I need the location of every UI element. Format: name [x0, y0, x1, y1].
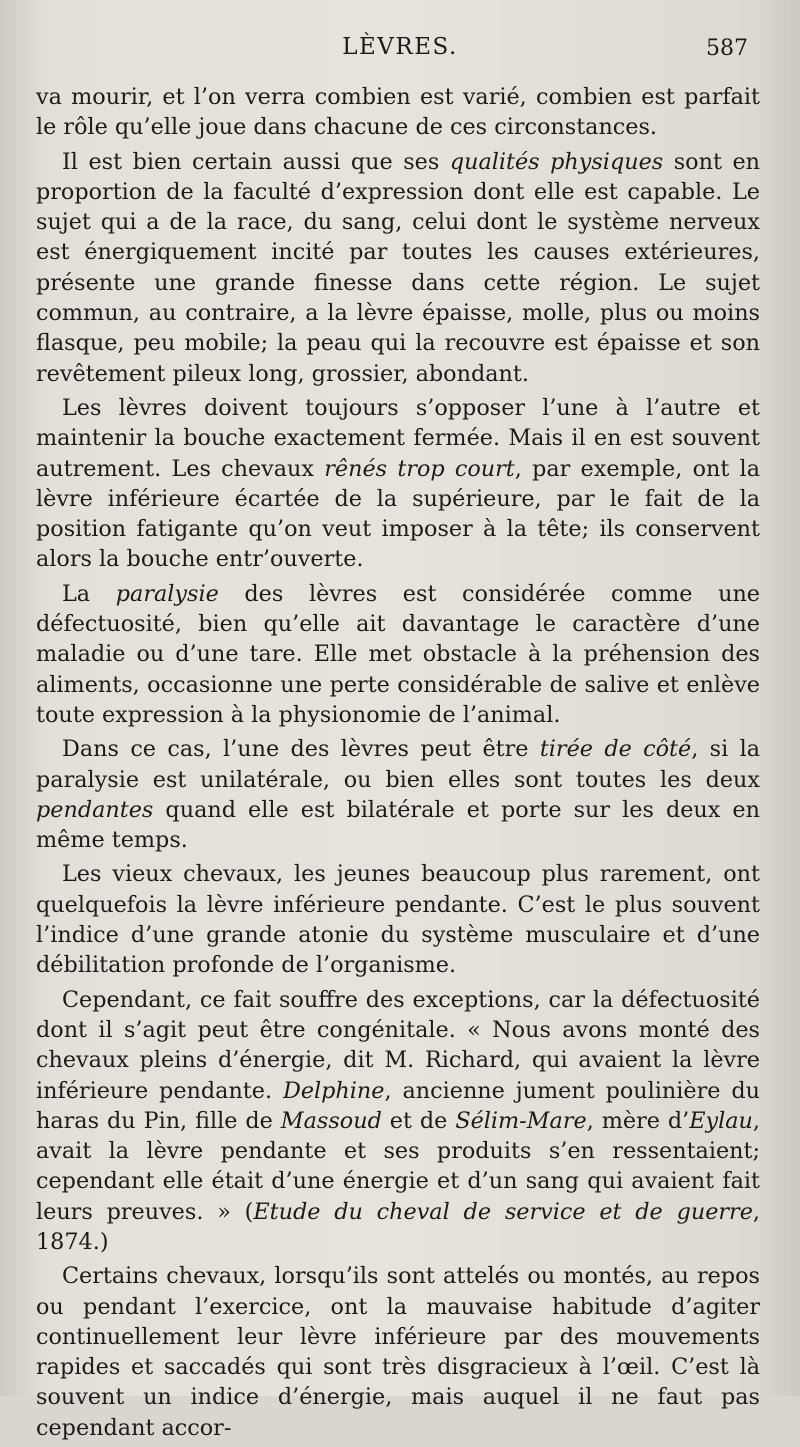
- text-segment: La: [62, 580, 116, 607]
- italic-segment: paralysie: [115, 580, 219, 607]
- paragraph-1: [36, 82, 760, 143]
- paragraph-4: [36, 579, 760, 730]
- page-number: 587: [706, 36, 748, 61]
- text-segment: Certains chevaux, lorsqu’ils sont attelés ou montés, au repos ou pendant l’exercice, ont la mauvaise habitude d’agiter continuellement leur lèvre inférieure par des mouvements rapides et saccadés qui sont très disgracieux à l’œil. C’est là souvent un indice d’énergie, mais auquel il ne faut pas cependant accor-: [36, 1263, 760, 1441]
- text-segment: , avait la lèvre pendante et ses produits s’en ressentaient; cependant elle était d’une énergie et d’un sang qui avaient fait leurs preuves. » (: [36, 1107, 760, 1225]
- text-segment: des lèvres est considérée comme une défectuosité, bien qu’elle ait davantage le caractère d’une maladie ou d’une tare. Elle met obstacle à la préhension des aliments, occasionne une perte considérable de salive et enlève toute expression à la physionomie de l’animal.: [36, 580, 760, 728]
- text-segment: , par exemple, ont la lèvre inférieure écartée de la supérieure, par le fait de la position fatigante qu’on veut imposer à la tête; ils conservent alors la bouche entr’ouverte.: [36, 455, 760, 573]
- italic-segment: Massoud: [280, 1107, 382, 1134]
- text-segment: Il est bien certain aussi que ses: [62, 148, 450, 175]
- paragraph-8: [36, 1261, 760, 1443]
- text-segment: , mère d’: [586, 1107, 690, 1134]
- paragraph-6: [36, 859, 760, 980]
- running-title: LÈVRES.: [342, 34, 458, 60]
- italic-segment: Sélim-Mare: [455, 1107, 587, 1134]
- paragraph-7: [36, 985, 760, 1258]
- text-segment: quand elle est bilatérale et porte sur les deux en même temps.: [36, 796, 760, 854]
- italic-segment: Delphine: [282, 1077, 385, 1104]
- text-segment: , si la paralysie est unilatérale, ou bien elles sont toutes les deux: [36, 736, 760, 793]
- text-segment: sont en proportion de la faculté d’expression dont elle est capable. Le sujet qui a de la race, du sang, celui dont le système nerveux est énergiquement incité par toutes les causes extérieures, présente une grande finesse dans cette région. Le sujet commun, au contraire, a la lèvre épaisse, molle, plus ou moins flasque, peu mobile; la peau qui la recouvre est épaisse et son revêtement pileux long, grossier, abondant.: [36, 148, 761, 387]
- text-segment: , 1874.): [36, 1198, 760, 1255]
- text-segment: Les vieux chevaux, les jeunes beaucoup plus rarement, ont quelquefois la lèvre inférieure pendante. C’est le plus souvent l’indice d’une grande atonie du système musculaire et d’une débilitation profonde de l’organisme.: [36, 861, 760, 979]
- italic-segment: Etude du cheval de service et de guerre: [253, 1198, 753, 1225]
- italic-segment: tirée de côté: [539, 736, 692, 763]
- italic-segment: pendantes: [36, 796, 154, 823]
- italic-segment: rênés trop court: [324, 455, 515, 482]
- text-segment: va mourir, et l’on verra combien est varié, combien est parfait le rôle qu’elle joue dans chacune de ces circonstances.: [36, 84, 760, 141]
- italic-segment: Eylau: [689, 1107, 753, 1134]
- text-segment: et de: [381, 1107, 456, 1134]
- italic-segment: qualités physiques: [449, 148, 664, 175]
- text-segment: , ancienne jument poulinière du haras du Pin, fille de: [36, 1077, 761, 1134]
- text-segment: Cependant, ce fait souffre des exceptions, car la défectuosité dont il s’agit peut être congénitale. « Nous avons monté des chevaux pleins d’énergie, dit M. Richard, qui avaient la lèvre inférieure pendante.: [36, 986, 760, 1104]
- page-header: [0, 30, 800, 70]
- paragraph-2: [36, 147, 760, 389]
- paragraph-3: [36, 393, 760, 575]
- text-segment: Les lèvres doivent toujours s’opposer l’une à l’autre et maintenir la bouche exactement fermée. Mais il en est souvent autrement. Les chevaux: [36, 394, 760, 482]
- body-text: [36, 82, 760, 1447]
- text-segment: Dans ce cas, l’une des lèvres peut être: [62, 736, 540, 763]
- paragraph-5: [36, 734, 760, 855]
